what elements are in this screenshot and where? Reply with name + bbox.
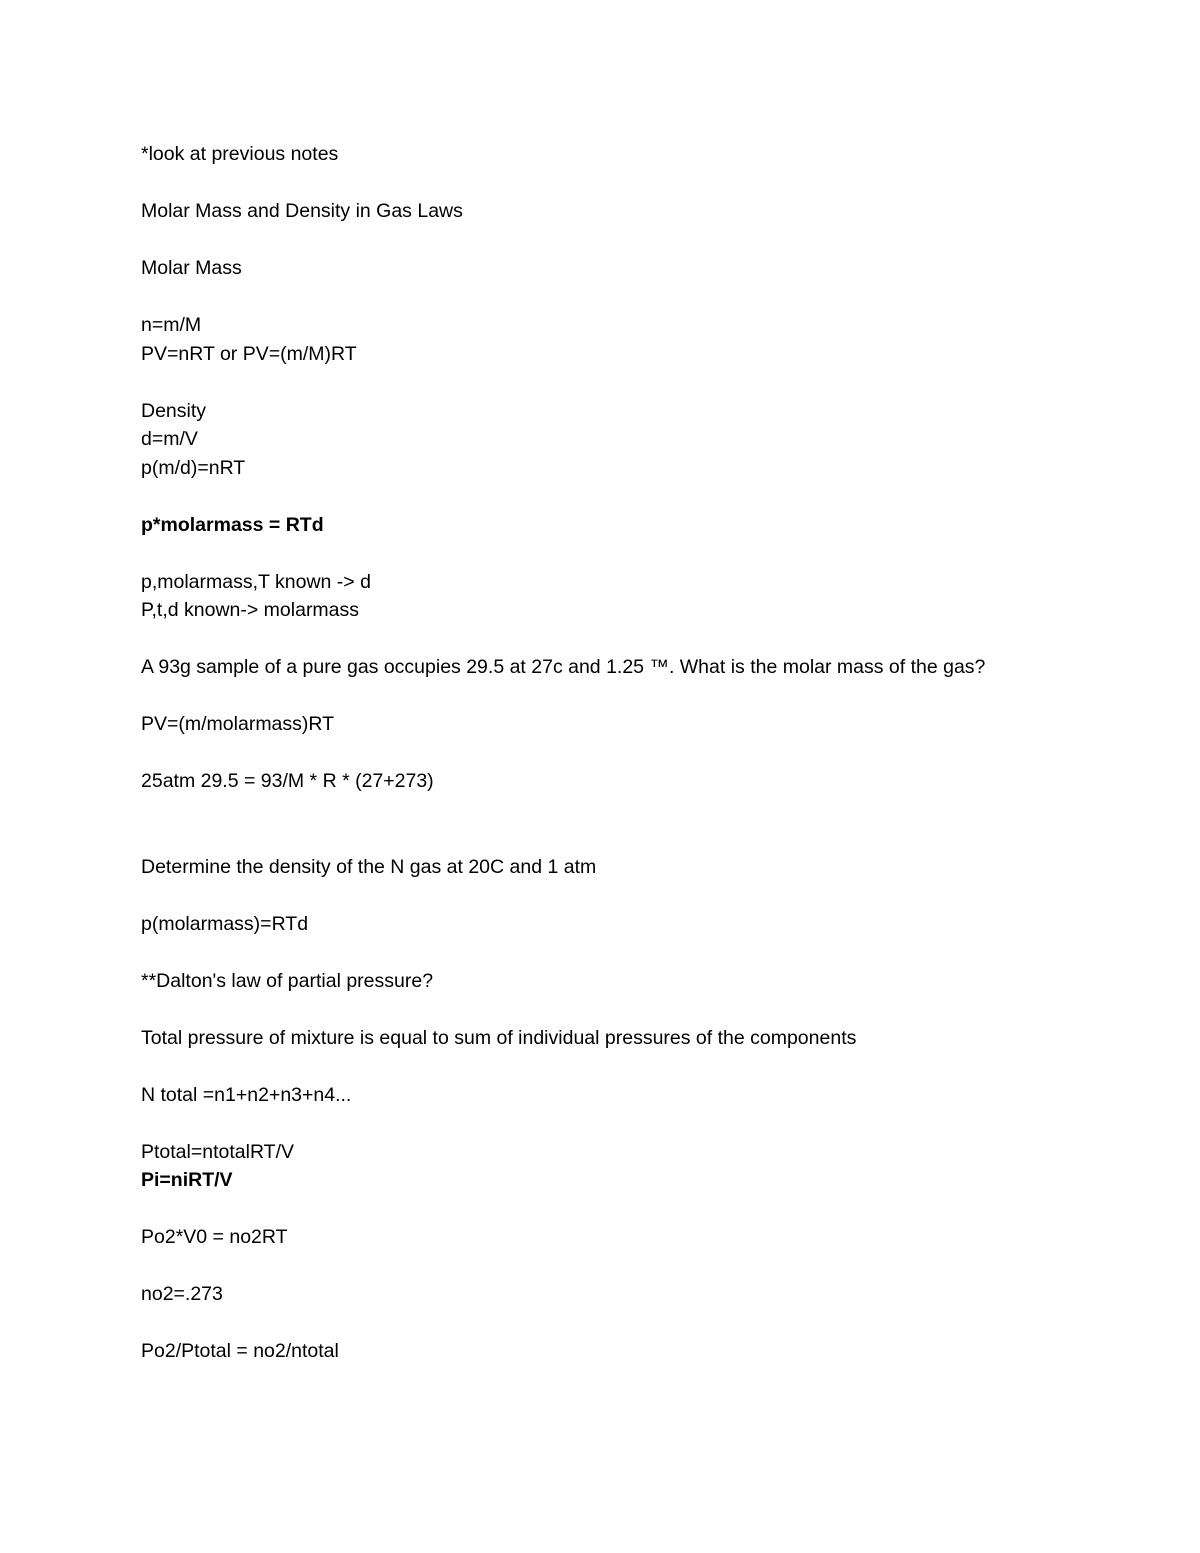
rule-known-molarmass: P,t,d known-> molarmass (141, 599, 360, 621)
rule-known-density: p,molarmass,T known -> d (141, 570, 371, 593)
equation-density-form: p(molarmass)=RTd (141, 912, 309, 935)
equation-oxygen: Po2*V0 = no2RT (141, 1226, 288, 1248)
equation-partial-pressure: Pi=niRT/V (141, 1169, 233, 1191)
equation-density: d=m/V (141, 428, 198, 450)
problem-density: Determine the density of the N gas at 20C and 1 atm (141, 855, 597, 878)
dalton-definition: Total pressure of mixture is equal to sum of individual pressures of the components (141, 1026, 857, 1049)
document-body (141, 140, 1041, 1366)
equation-total-pressure: Ptotal=ntotalRT/V (141, 1140, 295, 1163)
subheading-density: Density (141, 399, 207, 422)
equation-mole-fraction: Po2/Ptotal = no2/ntotal (141, 1340, 339, 1362)
equation-moles: n=m/M (141, 314, 202, 336)
worked-substitution: 25atm 29.5 = 93/M * R * (27+273) (141, 770, 434, 792)
section-title: Molar Mass and Density in Gas Laws (141, 200, 463, 222)
problem-molar-mass: A 93g sample of a pure gas occupies 29.5 at 27c and 1.25 ™. What is the molar mass of the gas? (141, 656, 986, 678)
equation-total-moles: N total =n1+n2+n3+n4... (141, 1083, 352, 1106)
equation-molarmass-form: PV=(m/molarmass)RT (141, 713, 335, 735)
key-equation: p*molarmass = RTd (141, 513, 324, 536)
equation-pressure-density: p(m/d)=nRT (141, 456, 246, 479)
note-previous: *look at previous notes (141, 143, 339, 165)
subheading-molar-mass: Molar Mass (141, 257, 242, 279)
dalton-heading: **Dalton's law of partial pressure? (141, 969, 434, 992)
value-oxygen-moles: no2=.273 (141, 1283, 223, 1305)
equation-ideal-gas: PV=nRT or PV=(m/M)RT (141, 342, 357, 365)
